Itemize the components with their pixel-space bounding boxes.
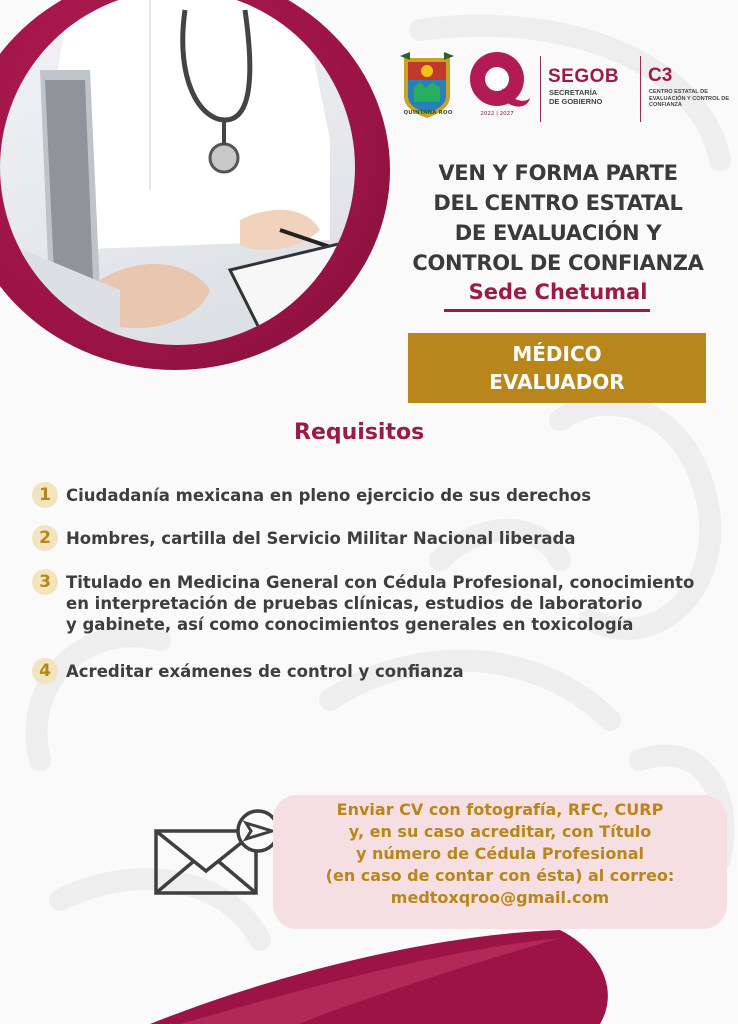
item-text-line-3: y gabinete, así como conocimientos generales en toxicología bbox=[66, 615, 634, 634]
headline bbox=[386, 158, 730, 306]
list-item bbox=[32, 658, 722, 684]
contact-line-2: y, en su caso acreditar, con Título bbox=[348, 822, 652, 841]
contact-line-1: Enviar CV con fotografía, RFC, CURP bbox=[336, 800, 664, 819]
item-text: Ciudadanía mexicana en pleno ejercicio de sus derechos bbox=[66, 486, 592, 505]
item-number: 4 bbox=[32, 658, 58, 684]
item-text-line-2: en interpretación de pruebas clínicas, estudios de laboratorio bbox=[66, 594, 643, 613]
sede-label: Sede Chetumal bbox=[468, 280, 648, 304]
sede-underline bbox=[444, 309, 650, 312]
q-logo-icon bbox=[462, 48, 532, 118]
position-line-1: MÉDICO bbox=[512, 342, 602, 366]
position-banner bbox=[408, 333, 706, 403]
c3-title: C3 bbox=[648, 65, 673, 86]
item-number: 3 bbox=[32, 569, 58, 595]
headline-line-1: VEN Y FORMA PARTE bbox=[438, 161, 678, 185]
position-line-2: EVALUADOR bbox=[489, 370, 625, 394]
item-text: Hombres, cartilla del Servicio Militar Nacional liberada bbox=[66, 529, 576, 548]
logo-divider bbox=[540, 56, 541, 122]
logo-divider bbox=[640, 56, 641, 122]
doctor-photo bbox=[0, 0, 355, 345]
doctor-illustration bbox=[0, 0, 355, 345]
item-number: 2 bbox=[32, 525, 58, 551]
headline-line-2: DEL CENTRO ESTATAL bbox=[433, 191, 683, 215]
segob-subtitle-1: SECRETARÍA bbox=[549, 88, 598, 97]
list-item bbox=[32, 569, 722, 639]
contact-box bbox=[273, 795, 727, 929]
bottom-wave bbox=[0, 930, 738, 1024]
item-text-line-1: Titulado en Medicina General con Cédula Profesional, conocimiento bbox=[66, 573, 695, 592]
item-text: Acreditar exámenes de control y confianza bbox=[66, 662, 464, 681]
requirements-title: Requisitos bbox=[294, 420, 425, 445]
contact-text bbox=[273, 799, 727, 909]
list-item bbox=[32, 525, 722, 551]
contact-line-3: y número de Cédula Profesional bbox=[355, 844, 644, 863]
list-item bbox=[32, 482, 722, 508]
c3-subtitle: CENTRO ESTATAL DE EVALUACIÓN Y CONTROL DE CONFIANZA bbox=[649, 89, 730, 108]
contact-email-link[interactable]: medtoxqroo@gmail.com bbox=[390, 888, 610, 907]
item-number: 1 bbox=[32, 482, 58, 508]
item-text bbox=[66, 572, 726, 635]
segob-subtitle-2: DE GOBIERNO bbox=[549, 97, 603, 106]
contact-line-4: (en caso de contar con ésta) al correo: bbox=[325, 866, 675, 885]
segob-title: SEGOB bbox=[548, 66, 620, 87]
hero-photo bbox=[0, 0, 390, 370]
q-logo-caption: 2022 | 2027 bbox=[480, 111, 514, 117]
envelope-icon bbox=[150, 805, 280, 900]
state-logo-label: QUINTANA ROO bbox=[403, 110, 453, 116]
headline-line-4: CONTROL DE CONFIANZA bbox=[412, 251, 704, 275]
header-logos bbox=[400, 48, 730, 128]
headline-line-3: DE EVALUACIÓN Y bbox=[454, 221, 662, 245]
